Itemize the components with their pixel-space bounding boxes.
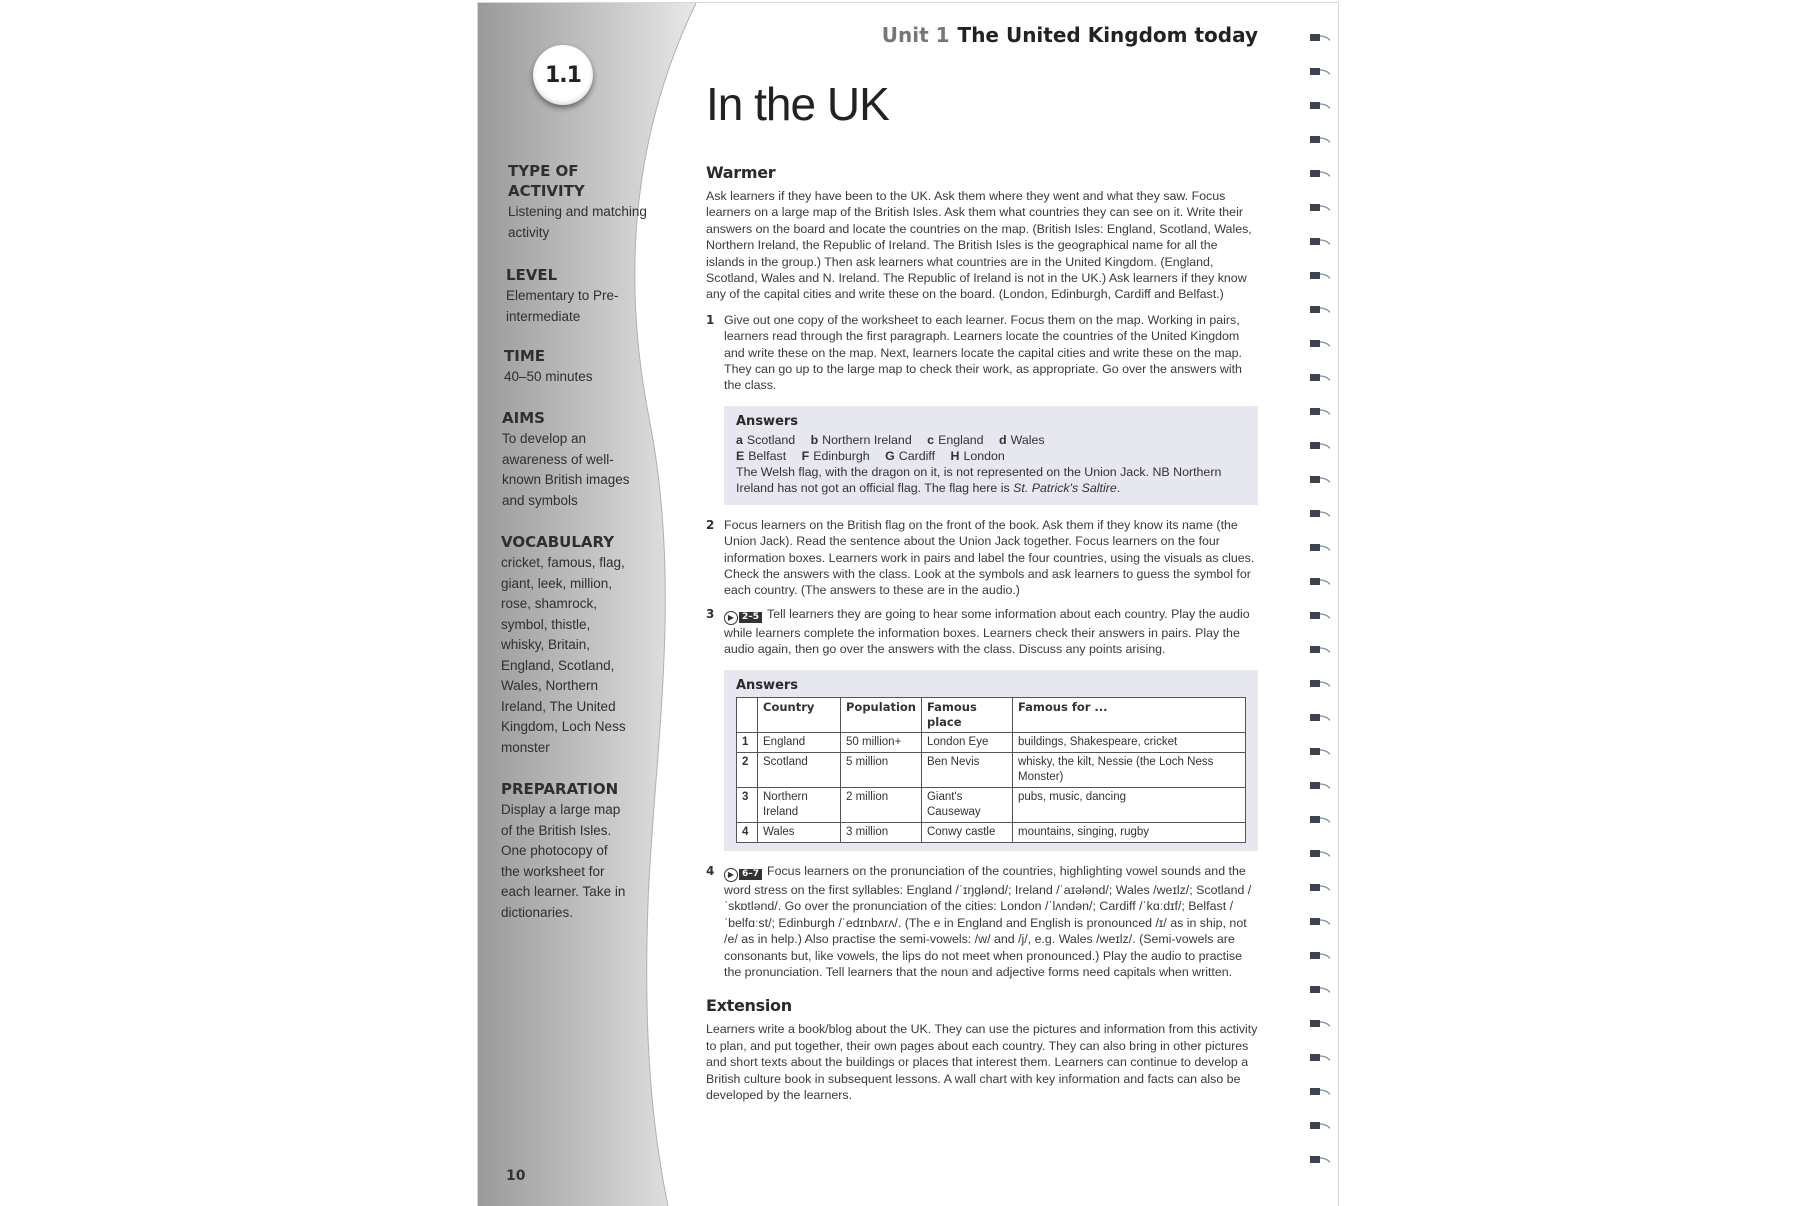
answer-key: F bbox=[801, 449, 810, 464]
binding-coil bbox=[1308, 846, 1330, 860]
step-number: 1 bbox=[706, 312, 715, 327]
answers-box-step-3 bbox=[724, 670, 1258, 851]
sidebar bbox=[478, 3, 708, 1206]
step-4 bbox=[706, 863, 1258, 981]
sidebar-heading: AIMS bbox=[502, 409, 545, 427]
table-cell: whisky, the kilt, Nessie (the Loch Ness Monster) bbox=[1012, 752, 1245, 787]
table-header: Famous for ... bbox=[1012, 697, 1245, 732]
binding-coil bbox=[1308, 676, 1330, 690]
table-cell: London Eye bbox=[921, 732, 1012, 752]
table-header: Country bbox=[758, 697, 841, 732]
sidebar-text: Listening and matching activity bbox=[508, 204, 647, 240]
binding-coil bbox=[1308, 404, 1330, 418]
extension-title: Extension bbox=[706, 996, 792, 1016]
table-cell: 1 bbox=[737, 732, 758, 752]
answer-key: c bbox=[927, 432, 935, 447]
binding-coil bbox=[1308, 574, 1330, 588]
table-cell: 50 million+ bbox=[841, 732, 922, 752]
sidebar-text: Elementary to Pre-intermediate bbox=[506, 288, 619, 324]
sidebar-vocabulary bbox=[501, 532, 626, 758]
step-text: Tell learners they are going to hear some information about each country. Play the audio while learners complete the information boxes. Learners check their answers in pairs. Play the audio again, then go over the answers with the class. Discuss any points arising. bbox=[724, 606, 1250, 657]
answer-value: Cardiff bbox=[898, 449, 936, 464]
audio-track-icon[interactable] bbox=[724, 611, 762, 625]
binding-coil bbox=[1308, 880, 1330, 894]
binding-coil bbox=[1308, 608, 1330, 622]
binding-coil bbox=[1308, 948, 1330, 962]
flag-note-text: The Welsh flag, with the dragon on it, is not represented on the Union Jack. NB Northern Ireland has not got an official flag. The flag here is bbox=[736, 465, 1222, 496]
table-cell: 2 bbox=[737, 752, 758, 787]
sidebar-heading: VOCABULARY bbox=[501, 533, 615, 551]
step-text: Give out one copy of the worksheet to each learner. Focus them on the map. Working in pairs, learners read through the first paragraph. Learners locate the countries of the United Kingdom and write these on the map. Next, learners locate the capital cities and write these on the map. They can go up to the large map to check their work, as appropriate. Go over the answers with the class. bbox=[724, 312, 1242, 393]
answers-title: Answers bbox=[736, 677, 799, 693]
binding-coil bbox=[1308, 98, 1330, 112]
step-number: 4 bbox=[706, 863, 715, 878]
page-title: In the UK bbox=[706, 78, 889, 130]
table-cell: Scotland bbox=[758, 752, 841, 787]
table-cell: 3 million bbox=[841, 822, 922, 842]
binding-coil bbox=[1308, 1118, 1330, 1132]
activity-number-badge: 1.1 bbox=[533, 45, 593, 105]
answer-key: G bbox=[885, 449, 895, 464]
binding-coil bbox=[1308, 744, 1330, 758]
binding-coil bbox=[1308, 336, 1330, 350]
answers-table bbox=[736, 697, 1246, 843]
sidebar-heading: LEVEL bbox=[506, 266, 558, 284]
table-row bbox=[737, 822, 1246, 842]
play-icon: ▶ bbox=[724, 868, 738, 882]
table-cell: 5 million bbox=[841, 752, 922, 787]
answer-value: Scotland bbox=[746, 432, 796, 447]
binding-coil bbox=[1308, 234, 1330, 248]
table-cell: 4 bbox=[737, 822, 758, 842]
table-cell: buildings, Shakespeare, cricket bbox=[1012, 732, 1245, 752]
answer-value: Wales bbox=[1010, 432, 1045, 447]
binding-coil bbox=[1308, 540, 1330, 554]
binding-coil bbox=[1308, 1084, 1330, 1098]
answer-key: E bbox=[736, 449, 745, 464]
table-row bbox=[737, 787, 1246, 822]
sidebar-time bbox=[504, 346, 644, 388]
binding-coil bbox=[1308, 166, 1330, 180]
sidebar-text: Display a large map of the British Isles. One photocopy of the worksheet for each learner. Take in dictionaries. bbox=[501, 802, 626, 920]
flag-note-end: . bbox=[1116, 481, 1121, 496]
warmer-title: Warmer bbox=[706, 163, 776, 182]
step-2 bbox=[706, 517, 1258, 599]
table-cell: pubs, music, dancing bbox=[1012, 787, 1245, 822]
table-cell: Giant's Causeway bbox=[921, 787, 1012, 822]
unit-label: Unit 1 bbox=[881, 23, 950, 47]
answer-value: Belfast bbox=[748, 449, 787, 464]
answers-title: Answers bbox=[736, 413, 799, 429]
sidebar-text: To develop an awareness of well-known British images and symbols bbox=[502, 431, 630, 508]
table-row bbox=[737, 752, 1246, 787]
warmer-text: Ask learners if they have been to the UK. Ask them where they went and what they saw. Focus learners on a large map of the British Isles. Ask them what countries they can see on it. Write their answers on the board and locate the countries on the map. (British Isles: England, Scotland, Wales, Northern Ireland, the Republic of Ireland. The British Isles is the geographical name for all the islands in the group.) Then ask learners what countries are in the United Kingdom. (England, Scotland, Wales and N. Ireland. The Republic of Ireland is not in the UK.) Ask learners if they know any of the capital cities and write these on the board. (London, Edinburgh, Cardiff and Belfast.) bbox=[706, 189, 1252, 302]
answer-key: d bbox=[999, 432, 1007, 447]
flag-note-italic: St. Patrick's Saltire bbox=[1013, 481, 1117, 496]
binding-coil bbox=[1308, 710, 1330, 724]
worksheet-page bbox=[478, 3, 1338, 1206]
sidebar-level bbox=[506, 265, 646, 327]
step-text: Focus learners on the British flag on the front of the book. Ask them if they know its name (the Union Jack). Read the sentence about the Union Jack together. Focus learners on the four information boxes. Learners work in pairs and label the four countries, using the visuals as clues. Check the answers with the class. Look at the symbols and ask learners to guess the symbol for each country. (The answers to these are in the audio.) bbox=[724, 517, 1255, 598]
table-header bbox=[737, 697, 758, 732]
sidebar-text: cricket, famous, flag, giant, leek, million, rose, shamrock, symbol, thistle, whisky, Britain, England, Scotland, Wales, Northern Ireland, The United Kingdom, Loch Ness monster bbox=[501, 555, 626, 755]
binding-coil bbox=[1308, 472, 1330, 486]
binding-coil bbox=[1308, 778, 1330, 792]
table-cell: mountains, singing, rugby bbox=[1012, 822, 1245, 842]
binding-coil bbox=[1308, 642, 1330, 656]
answers-country-row bbox=[736, 432, 1246, 448]
table-cell: Conwy castle bbox=[921, 822, 1012, 842]
audio-track-number: 2–5 bbox=[739, 612, 762, 623]
binding-coil bbox=[1308, 370, 1330, 384]
step-text: Focus learners on the pronunciation of the countries, highlighting vowel sounds and the word stress on the first syllables: England /ˈɪŋɡlənd/; Ireland /ˈaɪələnd/; Wales /weɪlz/; Scotland /ˈskɒtlənd/. Go over the pronunciation of the cities: London /ˈlʌndən/; Cardiff /ˈkɑːdɪf/; Belfast /ˈbelfɑːst/; Edinburgh /ˈedɪnbʌrʌ/. (The e in England and English is pronounced /ɪ/ as in ship, not /e/ as in help.) Also practise the semi-vowels: /w/ and /j/, e.g. Wales /weɪlz/. (Semi-vowels are consonants but, like vowels, the lips do not meet when pronounced.) Play the audio to practise the pronunciation. Tell learners that the noun and adjective forms need capitals when written. bbox=[724, 863, 1252, 979]
binding-coil bbox=[1308, 268, 1330, 282]
spiral-binding bbox=[1308, 30, 1348, 1160]
main-content bbox=[706, 163, 1258, 1103]
answer-key: a bbox=[736, 432, 743, 447]
extension-text: Learners write a book/blog about the UK. They can use the pictures and information from this activity to plan, and put together, their own pages about each country. They can also bring in other pictures and short texts about the buildings or places that interest them. Learners can continue to develop a British culture book in subsequent lessons. A wall chart with key information and facts can also be developed by the learners. bbox=[706, 1022, 1258, 1102]
answer-value: England bbox=[938, 432, 984, 447]
binding-coil bbox=[1308, 1152, 1330, 1166]
table-row bbox=[737, 732, 1246, 752]
step-number: 2 bbox=[706, 517, 715, 532]
table-cell: 2 million bbox=[841, 787, 922, 822]
sidebar-aims bbox=[502, 408, 632, 511]
sidebar-heading: TIME bbox=[504, 347, 545, 365]
sidebar-heading: PREPARATION bbox=[501, 780, 619, 798]
table-cell: 3 bbox=[737, 787, 758, 822]
binding-coil bbox=[1308, 30, 1330, 44]
step-3 bbox=[706, 606, 1258, 658]
sidebar-text: 40–50 minutes bbox=[504, 369, 593, 384]
play-icon: ▶ bbox=[724, 611, 738, 625]
binding-coil bbox=[1308, 1016, 1330, 1030]
binding-coil bbox=[1308, 506, 1330, 520]
binding-coil bbox=[1308, 812, 1330, 826]
table-cell: Wales bbox=[758, 822, 841, 842]
answers-flag-note bbox=[736, 464, 1246, 496]
binding-coil bbox=[1308, 302, 1330, 316]
table-cell: Ben Nevis bbox=[921, 752, 1012, 787]
sidebar-preparation bbox=[501, 779, 626, 923]
audio-track-number: 6–7 bbox=[739, 869, 762, 880]
binding-coil bbox=[1308, 438, 1330, 452]
table-header-row bbox=[737, 697, 1246, 732]
binding-coil bbox=[1308, 64, 1330, 78]
answers-capital-row bbox=[736, 448, 1246, 464]
table-cell: England bbox=[758, 732, 841, 752]
answer-key: H bbox=[950, 449, 960, 464]
binding-coil bbox=[1308, 200, 1330, 214]
table-header: Famous place bbox=[921, 697, 1012, 732]
answers-box-step-1 bbox=[724, 406, 1258, 505]
answer-value: Northern Ireland bbox=[822, 432, 912, 447]
answer-key: b bbox=[810, 432, 819, 447]
sidebar-type-of-activity bbox=[508, 161, 648, 243]
answer-value: Edinburgh bbox=[813, 449, 870, 464]
binding-coil bbox=[1308, 1050, 1330, 1064]
sidebar-heading: TYPE OF ACTIVITY bbox=[508, 162, 585, 200]
unit-header bbox=[882, 23, 1258, 47]
step-number: 3 bbox=[706, 606, 715, 621]
audio-track-icon[interactable] bbox=[724, 868, 762, 882]
table-header: Population bbox=[841, 697, 922, 732]
unit-title: The United Kingdom today bbox=[957, 23, 1258, 47]
binding-coil bbox=[1308, 914, 1330, 928]
answer-value: London bbox=[963, 449, 1005, 464]
step-1 bbox=[706, 312, 1258, 394]
binding-coil bbox=[1308, 982, 1330, 996]
binding-coil bbox=[1308, 132, 1330, 146]
table-cell: Northern Ireland bbox=[758, 787, 841, 822]
page-number: 10 bbox=[506, 1168, 526, 1184]
